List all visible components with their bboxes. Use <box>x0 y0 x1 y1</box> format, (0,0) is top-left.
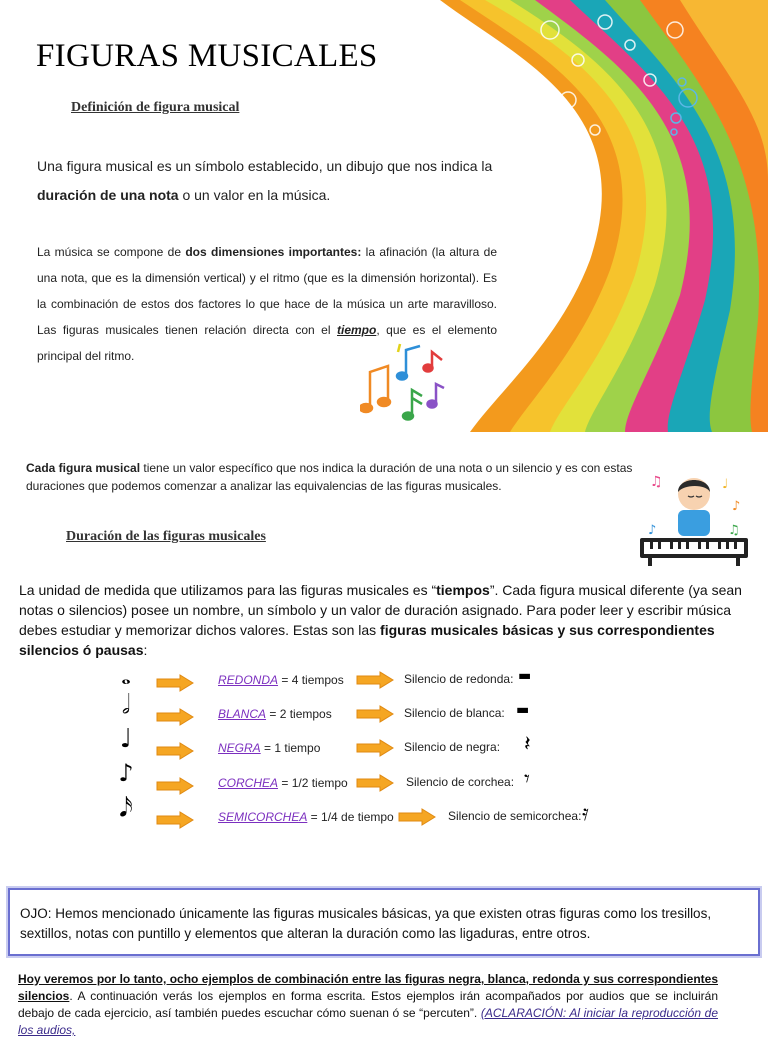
music-notes-illustration <box>360 338 460 428</box>
values-paragraph: Cada figura musical tiene un valor específico que nos indica la duración de una nota o un silencio y es con estas duraciones que podemos comenzar a analizar las equivalencias de las figuras musicales. <box>26 461 633 493</box>
note-text: OJO: Hemos mencionado únicamente las figuras musicales básicas, ya que existen otras figuras como los tresillos, sextillos, notas con puntillo y elementos que alteran la duración como las ligaduras, entre otros. <box>20 906 712 941</box>
rest-symbol-icon: 𝄿 <box>582 801 589 826</box>
page-title: FIGURAS MUSICALES <box>36 38 378 74</box>
arrow-right-icon <box>156 674 194 692</box>
figure-name: NEGRA = 1 tiempo <box>218 741 321 755</box>
note-symbol-icon: ♪ <box>118 759 134 787</box>
arrow-right-icon <box>156 742 194 760</box>
rest-symbol-icon: ▬ <box>516 702 530 718</box>
figure-name: SEMICORCHEA = 1/4 de tiempo <box>218 810 394 824</box>
arrow-right-icon <box>356 774 394 792</box>
rest-symbol-icon: 𝄾 <box>524 767 530 792</box>
arrow-right-icon <box>156 811 194 829</box>
closing-paragraph: Hoy veremos por lo tanto, ocho ejemplos de combinación entre las figuras negra, blanca, redonda y sus correspondientes silencios. A continuación verás los ejemplos en forma escrita. Estos ejemplos irán acompañados por audios que se incluirán debajo de cada ejercicio, así también puedes escuchar cómo suenan ó se “percuten”. (ACLARACIÓN: Al iniciar la reproducción de los audios, <box>18 972 718 1037</box>
figure-name: REDONDA = 4 tiempos <box>218 673 344 687</box>
svg-text:♫: ♫ <box>650 474 663 490</box>
note-box <box>8 888 760 956</box>
arrow-right-icon <box>356 705 394 723</box>
svg-text:♫: ♫ <box>728 523 740 538</box>
arrow-right-icon <box>356 739 394 757</box>
duration-heading: Duración de las figuras musicales <box>66 529 266 544</box>
dimensions-paragraph: La música se compone de dos dimensiones importantes: la afinación (la altura de una nota, que es la dimensión vertical) y el ritmo (que es la dimensión horizontal). Es la combinación de estos dos factores lo que hace de la música un arte maravilloso. Las figuras musicales tienen relación directa con el tiempo, que es el elemento principal del ritmo. <box>37 245 498 363</box>
arrow-right-icon <box>156 708 194 726</box>
svg-text:♪: ♪ <box>732 499 741 514</box>
note-symbol-icon: 𝅗𝅥 <box>121 690 131 720</box>
rest-label: Silencio de redonda: <box>404 672 514 686</box>
rest-symbol-icon: ▬ <box>518 668 532 684</box>
rest-label: Silencio de blanca: <box>404 706 505 720</box>
definition-heading: Definición de figura musical <box>71 100 240 115</box>
rest-label: Silencio de semicorchea: <box>448 809 582 823</box>
note-symbol-icon: ♩ <box>119 724 133 754</box>
figure-row <box>0 793 768 835</box>
arrow-right-icon <box>356 671 394 689</box>
note-symbol-icon: 𝅘𝅥𝅯 <box>119 793 133 823</box>
arrow-right-icon <box>398 808 436 826</box>
rest-label: Silencio de negra: <box>404 740 501 754</box>
figure-name: BLANCA = 2 tiempos <box>218 707 332 721</box>
svg-text:♪: ♪ <box>648 523 657 538</box>
figure-name: CORCHEA = 1/2 tiempo <box>218 776 348 790</box>
rest-label: Silencio de corchea: <box>406 775 515 789</box>
svg-text:♩: ♩ <box>722 477 729 492</box>
note-symbol-icon: 𝅝 <box>121 662 131 690</box>
arrow-right-icon <box>156 777 194 795</box>
child-piano-illustration <box>636 466 752 570</box>
definition-paragraph: Una figura musical es un símbolo establecido, un dibujo que nos indica la duración de una nota o un valor en la música. <box>37 158 493 203</box>
rest-symbol-icon: 𝄽 <box>524 732 531 757</box>
duration-paragraph: La unidad de medida que utilizamos para las figuras musicales es “tiempos”. Cada figura musical diferente (ya sean notas o silencios) posee un nombre, un símbolo y un valor de duración asignado. Para poder leer y escribir música debes estudiar y memorizar dichos valores. Estas son las figuras musicales básicas y sus correspondientes silencios ó pausas: <box>19 582 742 658</box>
